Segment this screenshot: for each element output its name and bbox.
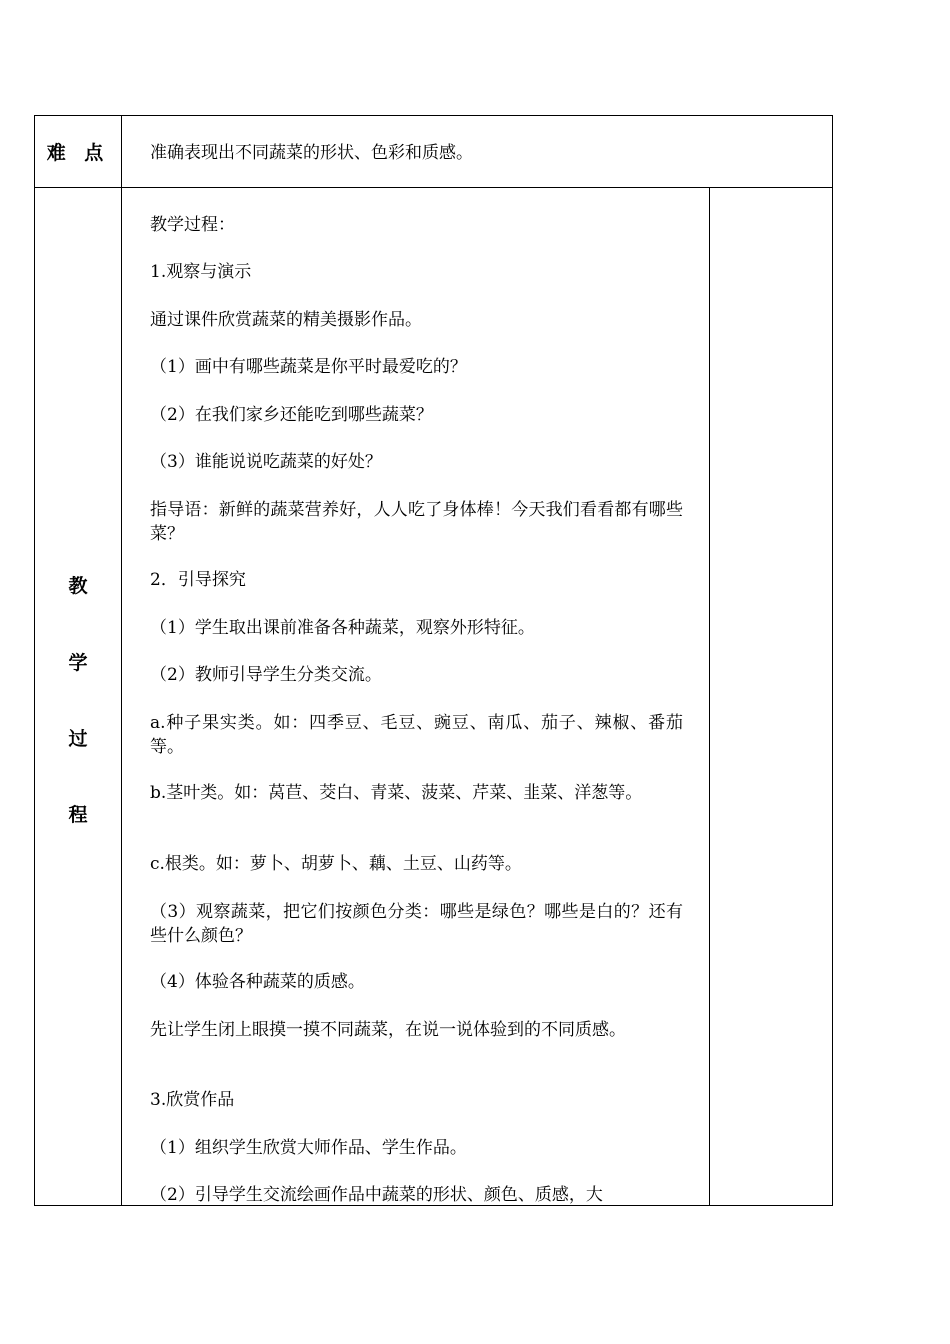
process-label-char-4: 程 (68, 804, 88, 826)
paragraph: （3）谁能说说吃蔬菜的好处？ (150, 452, 382, 472)
paragraph: b.茎叶类。如：莴苣、茭白、青菜、菠菜、芹菜、韭菜、洋葱等。 (150, 783, 643, 803)
notes-column-divider (709, 187, 710, 1205)
process-label-char-2: 学 (68, 652, 88, 674)
paragraph: a.种子果实类。如：四季豆、毛豆、豌豆、南瓜、茄子、辣椒、番茄等。 (150, 713, 683, 757)
lesson-plan-table (34, 115, 833, 1206)
paragraph: （3）观察蔬菜，把它们按颜色分类：哪些是绿色？哪些是白的？还有些什么颜色？ (150, 902, 683, 946)
paragraph: 指导语：新鲜的蔬菜营养好，人人吃了身体棒！今天我们看看都有哪些菜？ (150, 500, 683, 544)
paragraph: 3.欣赏作品 (150, 1090, 235, 1110)
paragraph: （2）教师引导学生分类交流。 (150, 665, 382, 685)
process-label-char-3: 过 (68, 728, 88, 750)
difficulty-text: 准确表现出不同蔬菜的形状、色彩和质感。 (150, 143, 473, 163)
paragraph: （4）体验各种蔬菜的质感。 (150, 972, 365, 992)
process-label-char-1: 教 (68, 575, 88, 597)
paragraph: （1）学生取出课前准备各种蔬菜，观察外形特征。 (150, 618, 535, 638)
paragraph: c.根类。如：萝卜、胡萝卜、藕、土豆、山药等。 (150, 854, 522, 874)
label-column-divider (121, 116, 122, 1205)
paragraph: 通过课件欣赏蔬菜的精美摄影作品。 (150, 310, 422, 330)
row-divider (35, 187, 832, 188)
paragraph: 先让学生闭上眼摸一摸不同蔬菜，在说一说体验到的不同质感。 (150, 1020, 626, 1040)
paragraph: 2．引导探究 (150, 570, 246, 590)
paragraph: （2）引导学生交流绘画作品中蔬菜的形状、颜色、质感，大 (150, 1185, 603, 1205)
paragraph: 1.观察与演示 (150, 262, 252, 282)
difficulty-label: 难 点 (46, 142, 110, 164)
paragraph: 教学过程： (150, 215, 235, 235)
paragraph: （2）在我们家乡还能吃到哪些蔬菜？ (150, 405, 433, 425)
paragraph: （1）组织学生欣赏大师作品、学生作品。 (150, 1138, 467, 1158)
paragraph: （1）画中有哪些蔬菜是你平时最爱吃的？ (150, 357, 467, 377)
